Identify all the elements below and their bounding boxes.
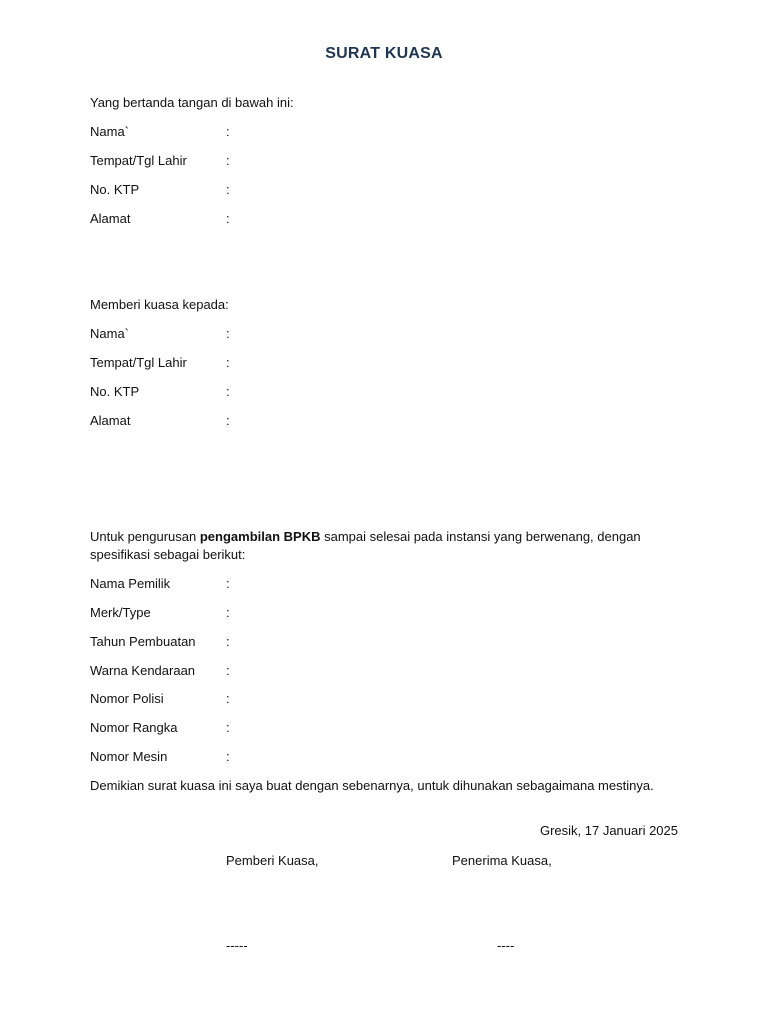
grantee-signature-line: ---- bbox=[497, 938, 515, 953]
field-label: Nomor Rangka bbox=[90, 720, 178, 735]
intro-text: Yang bertanda tangan di bawah ini: bbox=[90, 95, 294, 110]
field-label: Merk/Type bbox=[90, 605, 151, 620]
field-separator: : bbox=[226, 211, 230, 226]
document-title: SURAT KUASA bbox=[325, 45, 443, 62]
field-label: No. KTP bbox=[90, 384, 140, 399]
field-label: Tempat/Tgl Lahir bbox=[90, 153, 187, 168]
grantee-address-row bbox=[90, 412, 230, 430]
vehicle-year-row bbox=[90, 633, 230, 651]
field-separator: : bbox=[226, 691, 230, 706]
grantee-ktp-row bbox=[90, 383, 230, 401]
field-separator: : bbox=[226, 576, 230, 591]
field-label: No. KTP bbox=[90, 182, 140, 197]
field-separator: : bbox=[226, 605, 230, 620]
grantor-birth-row bbox=[90, 152, 230, 170]
field-label: Warna Kendaraan bbox=[90, 663, 196, 678]
place-date: Gresik, 17 Januari 2025 bbox=[539, 823, 678, 838]
field-label: Nama` bbox=[90, 326, 130, 341]
field-label: Tempat/Tgl Lahir bbox=[90, 355, 187, 370]
field-label: Alamat bbox=[90, 211, 131, 226]
field-separator: : bbox=[226, 124, 230, 139]
grantor-signature-label: Pemberi Kuasa, bbox=[226, 853, 319, 868]
closing-statement: Demikian surat kuasa ini saya buat dengan sebenarnya, untuk dihunakan sebagaimana mestinya. bbox=[90, 778, 654, 793]
vehicle-engine-row bbox=[90, 748, 230, 766]
grantee-birth-row bbox=[90, 354, 230, 372]
field-label: Nama` bbox=[90, 124, 130, 139]
field-separator: : bbox=[226, 355, 230, 370]
purpose-paragraph bbox=[90, 528, 690, 564]
grantor-name-row bbox=[90, 123, 230, 141]
field-separator: : bbox=[226, 720, 230, 735]
field-separator: : bbox=[226, 634, 230, 649]
field-separator: : bbox=[226, 749, 230, 764]
grantor-address-row bbox=[90, 210, 230, 228]
grantor-ktp-row bbox=[90, 181, 230, 199]
vehicle-chassis-row bbox=[90, 719, 230, 737]
purpose-emphasis: pengambilan BPKB bbox=[199, 529, 321, 544]
purpose-prefix: Untuk pengurusan bbox=[90, 529, 200, 544]
grantee-signature-label: Penerima Kuasa, bbox=[452, 853, 552, 868]
field-label: Alamat bbox=[90, 413, 131, 428]
vehicle-owner-row bbox=[90, 575, 230, 593]
vehicle-plate-row bbox=[90, 690, 230, 708]
vehicle-brand-row bbox=[90, 604, 230, 622]
field-separator: : bbox=[226, 153, 230, 168]
field-label: Nomor Polisi bbox=[90, 691, 164, 706]
field-label: Nomor Mesin bbox=[90, 749, 168, 764]
field-separator: : bbox=[226, 384, 230, 399]
vehicle-color-row bbox=[90, 662, 230, 680]
grantee-heading: Memberi kuasa kepada: bbox=[90, 297, 229, 312]
field-separator: : bbox=[226, 413, 230, 428]
field-separator: : bbox=[226, 182, 230, 197]
field-label: Nama Pemilik bbox=[90, 576, 171, 591]
field-label: Tahun Pembuatan bbox=[90, 634, 196, 649]
field-separator: : bbox=[226, 663, 230, 678]
grantor-signature-line: ----- bbox=[226, 938, 248, 953]
purpose-suffix: sampai selesai pada instansi yang berwenang, dengan spesifikasi sebagai berikut: bbox=[90, 529, 641, 562]
grantee-name-row bbox=[90, 325, 230, 343]
field-separator: : bbox=[226, 326, 230, 341]
